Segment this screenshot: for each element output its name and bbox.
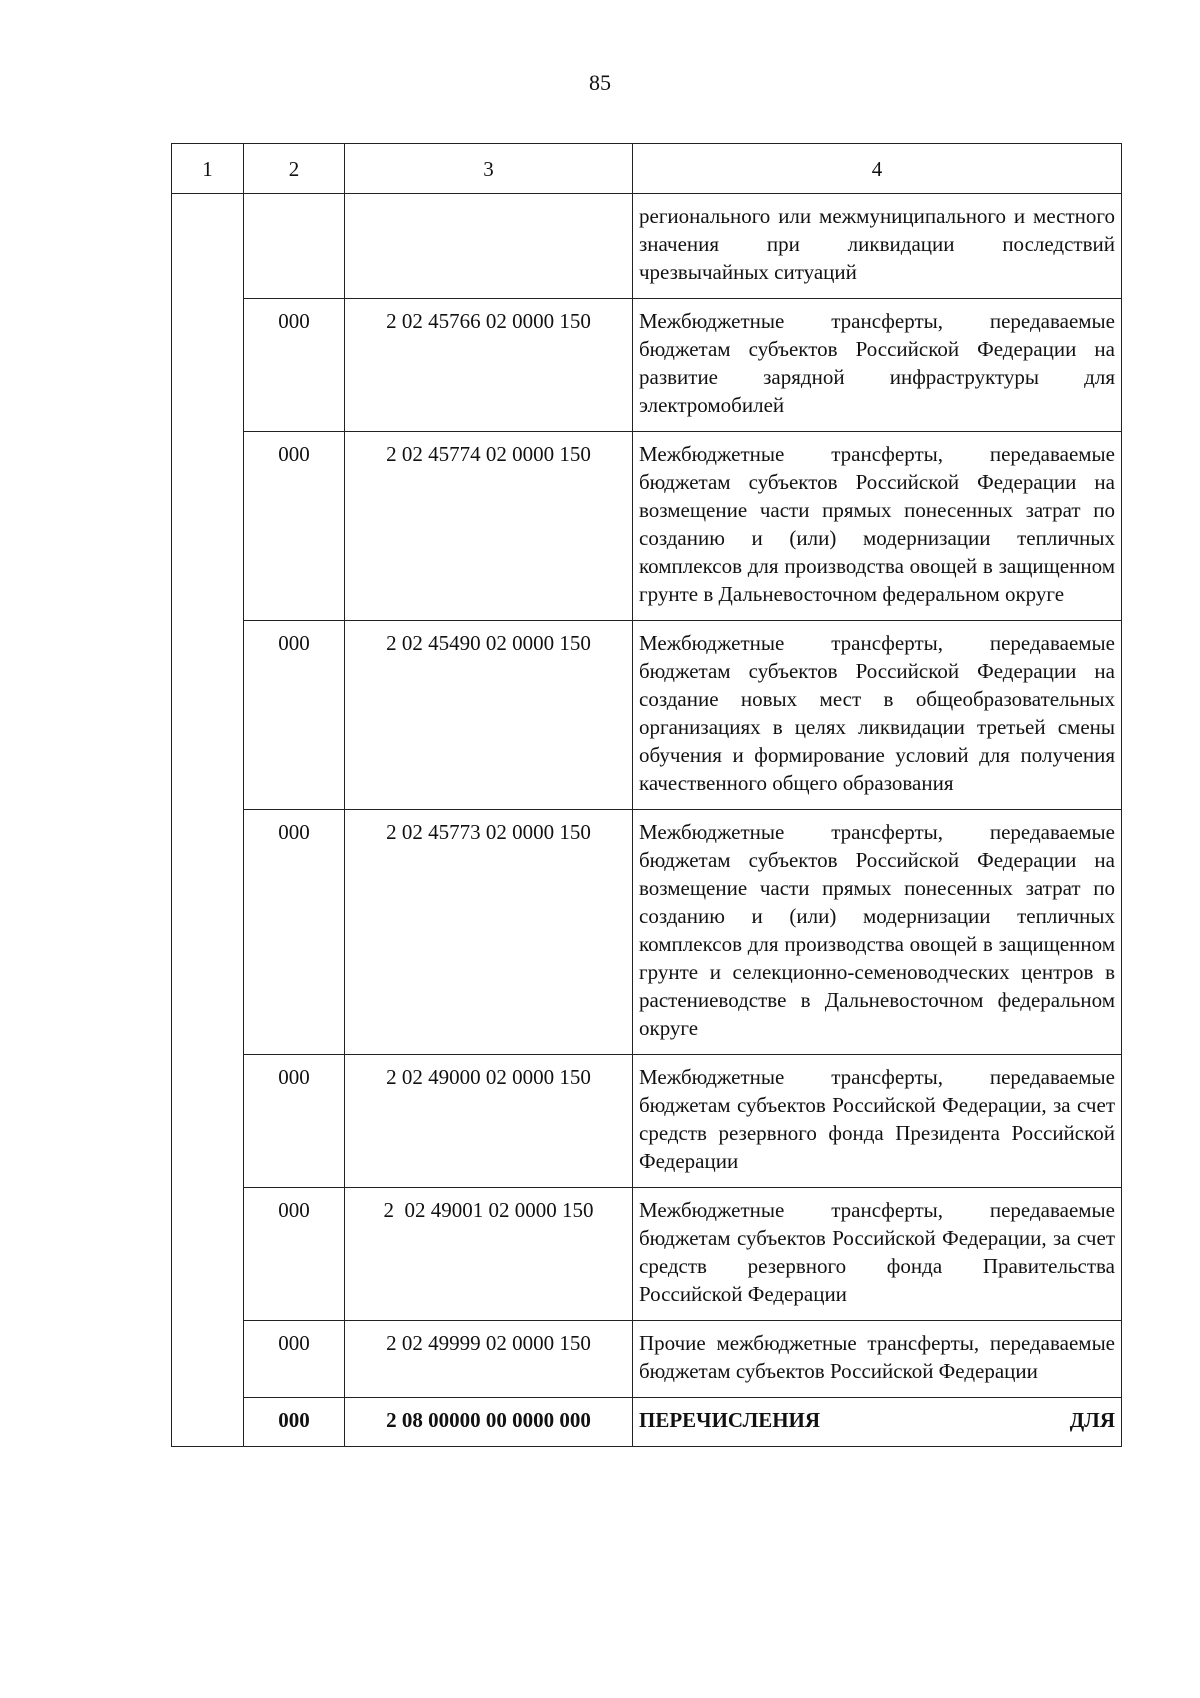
classification-code-cell: 2 02 45766 02 0000 150 — [345, 299, 633, 432]
description-cell: регионального или межмуниципального и местного значения при ликвидации последствий чрезвычайных ситуаций — [633, 194, 1122, 299]
description-cell: Межбюджетные трансферты, передаваемые бюджетам субъектов Российской Федерации, за счет средств резервного фонда Президента Российской Федерации — [633, 1055, 1122, 1188]
column-header-4: 4 — [633, 144, 1122, 194]
admin-code-cell: 000 — [244, 810, 345, 1055]
classification-code-cell: 2 02 49000 02 0000 150 — [345, 1055, 633, 1188]
table-header-row — [172, 144, 1122, 194]
table-row — [172, 299, 1122, 432]
admin-code-cell: 000 — [244, 1321, 345, 1398]
admin-code-cell: 000 — [244, 1188, 345, 1321]
classification-code-cell: 2 02 49001 02 0000 150 — [345, 1188, 633, 1321]
admin-code-cell: 000 — [244, 1055, 345, 1188]
admin-code-cell: 000 — [244, 621, 345, 810]
group-column-cell — [172, 194, 244, 1447]
table-row — [172, 1321, 1122, 1398]
classification-code-cell: 2 02 45773 02 0000 150 — [345, 810, 633, 1055]
description-cell: Межбюджетные трансферты, передаваемые бюджетам субъектов Российской Федерации на возмещение части прямых понесенных затрат по созданию и (или) модернизации тепличных комплексов для производства овощей в защищенном грунте и селекционно-семеноводческих центров в растениеводстве в Дальневосточном федеральном округе — [633, 810, 1122, 1055]
column-header-2: 2 — [244, 144, 345, 194]
classification-code-cell: 2 02 45774 02 0000 150 — [345, 432, 633, 621]
admin-code-cell: 000 — [244, 299, 345, 432]
budget-classification-table — [171, 143, 1122, 1447]
admin-code-cell — [244, 194, 345, 299]
classification-code-cell — [345, 194, 633, 299]
page-number: 85 — [589, 70, 611, 95]
classification-code-cell: 2 02 49999 02 0000 150 — [345, 1321, 633, 1398]
description-cell: Межбюджетные трансферты, передаваемые бюджетам субъектов Российской Федерации на создание новых мест в общеобразовательных организациях в целях ликвидации третьей смены обучения и формирование условий для получения качественного общего образования — [633, 621, 1122, 810]
description-cell: Межбюджетные трансферты, передаваемые бюджетам субъектов Российской Федерации на возмещение части прямых понесенных затрат по созданию и (или) модернизации тепличных комплексов для производства овощей в защищенном грунте в Дальневосточном федеральном округе — [633, 432, 1122, 621]
description-cell: Прочие межбюджетные трансферты, передаваемые бюджетам субъектов Российской Федерации — [633, 1321, 1122, 1398]
admin-code-cell: 000 — [244, 1398, 345, 1447]
table-row — [172, 621, 1122, 810]
description-cell: Межбюджетные трансферты, передаваемые бюджетам субъектов Российской Федерации, за счет средств резервного фонда Правительства Российской Федерации — [633, 1188, 1122, 1321]
table-row-section-heading — [172, 1398, 1122, 1447]
table-row — [172, 1188, 1122, 1321]
description-cell: ПЕРЕЧИСЛЕНИЯ ДЛЯ — [633, 1398, 1122, 1447]
column-header-1: 1 — [172, 144, 244, 194]
table-row — [172, 810, 1122, 1055]
column-header-3: 3 — [345, 144, 633, 194]
classification-code-cell: 2 08 00000 00 0000 000 — [345, 1398, 633, 1447]
admin-code-cell: 000 — [244, 432, 345, 621]
table-row — [172, 1055, 1122, 1188]
table-row — [172, 194, 1122, 299]
description-cell: Межбюджетные трансферты, передаваемые бюджетам субъектов Российской Федерации на развитие зарядной инфраструктуры для электромобилей — [633, 299, 1122, 432]
table-row — [172, 432, 1122, 621]
classification-code-cell: 2 02 45490 02 0000 150 — [345, 621, 633, 810]
